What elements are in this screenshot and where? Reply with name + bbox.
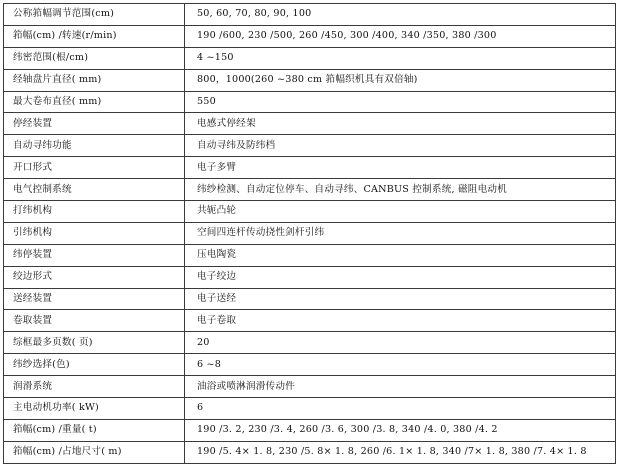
spec-table-body (4, 4, 616, 464)
parameter-cell: 卷取装置 (4, 310, 185, 332)
parameter-cell: 引纬机构 (4, 222, 185, 244)
value-cell: 800，1000(260 ~380 cm 筘幅织机具有双倍轴) (185, 69, 616, 91)
value-cell: 自动寻纬及防纬档 (185, 135, 616, 157)
value-cell: 电子绞边 (185, 266, 616, 288)
value-cell: 纬纱检测、自动定位停车、自动寻纬、CANBUS 控制系统, 磁阻电动机 (185, 179, 616, 201)
table-row (4, 266, 616, 288)
table-row (4, 441, 616, 463)
table-row (4, 244, 616, 266)
table-row (4, 25, 616, 47)
value-cell: 电感式停经架 (185, 113, 616, 135)
parameter-cell: 经轴盘片直径( mm) (4, 69, 185, 91)
value-cell: 油浴或喷淋润滑传动件 (185, 376, 616, 398)
value-cell: 20 (185, 332, 616, 354)
value-cell: 电子卷取 (185, 310, 616, 332)
value-cell: 6 ~8 (185, 354, 616, 376)
parameter-cell: 送经装置 (4, 288, 185, 310)
table-row (4, 332, 616, 354)
table-row (4, 135, 616, 157)
value-cell: 6 (185, 398, 616, 420)
value-cell: 电子多臂 (185, 157, 616, 179)
parameter-cell: 综框最多页数( 页) (4, 332, 185, 354)
parameter-cell: 停经装置 (4, 113, 185, 135)
parameter-cell: 最大卷布直径( mm) (4, 91, 185, 113)
parameter-cell: 纬停装置 (4, 244, 185, 266)
value-cell: 电子送经 (185, 288, 616, 310)
table-row (4, 91, 616, 113)
value-cell: 压电陶瓷 (185, 244, 616, 266)
value-cell: 共轭凸轮 (185, 201, 616, 223)
parameter-cell: 公称筘幅调节范围(cm) (4, 4, 185, 26)
parameter-cell: 绞边形式 (4, 266, 185, 288)
parameter-cell: 纬密范围(根/cm) (4, 47, 185, 69)
table-row (4, 47, 616, 69)
table-row (4, 201, 616, 223)
table-row (4, 179, 616, 201)
parameter-cell: 电气控制系统 (4, 179, 185, 201)
table-row (4, 113, 616, 135)
parameter-cell: 筘幅(cm) /占地尺寸( m) (4, 441, 185, 463)
parameter-cell: 打纬机构 (4, 201, 185, 223)
table-row (4, 310, 616, 332)
parameter-cell: 开口形式 (4, 157, 185, 179)
parameter-cell: 纬纱选择(色) (4, 354, 185, 376)
table-row (4, 4, 616, 26)
parameter-cell: 筘幅(cm) /重量( t) (4, 419, 185, 441)
parameter-cell: 润滑系统 (4, 376, 185, 398)
parameter-cell: 自动寻纬功能 (4, 135, 185, 157)
value-cell: 4 ~150 (185, 47, 616, 69)
parameter-cell: 筘幅(cm) /转速(r/min) (4, 25, 185, 47)
value-cell: 190 /600, 230 /500, 260 /450, 300 /400, 340 /350, 380 /300 (185, 25, 616, 47)
table-row (4, 69, 616, 91)
value-cell: 190 /3. 2, 230 /3. 4, 260 /3. 6, 300 /3. 8, 340 /4. 0, 380 /4. 2 (185, 419, 616, 441)
parameter-cell: 主电动机功率( kW) (4, 398, 185, 420)
value-cell: 50, 60, 70, 80, 90, 100 (185, 4, 616, 26)
table-row (4, 157, 616, 179)
value-cell: 190 /5. 4× 1. 8, 230 /5. 8× 1. 8, 260 /6. 1× 1. 8, 340 /7× 1. 8, 380 /7. 4× 1. 8 (185, 441, 616, 463)
table-row (4, 376, 616, 398)
spec-table (3, 3, 616, 464)
table-row (4, 288, 616, 310)
table-row (4, 354, 616, 376)
table-row (4, 398, 616, 420)
table-row (4, 419, 616, 441)
table-row (4, 222, 616, 244)
value-cell: 空间四连杆传动挠性剑杆引纬 (185, 222, 616, 244)
value-cell: 550 (185, 91, 616, 113)
